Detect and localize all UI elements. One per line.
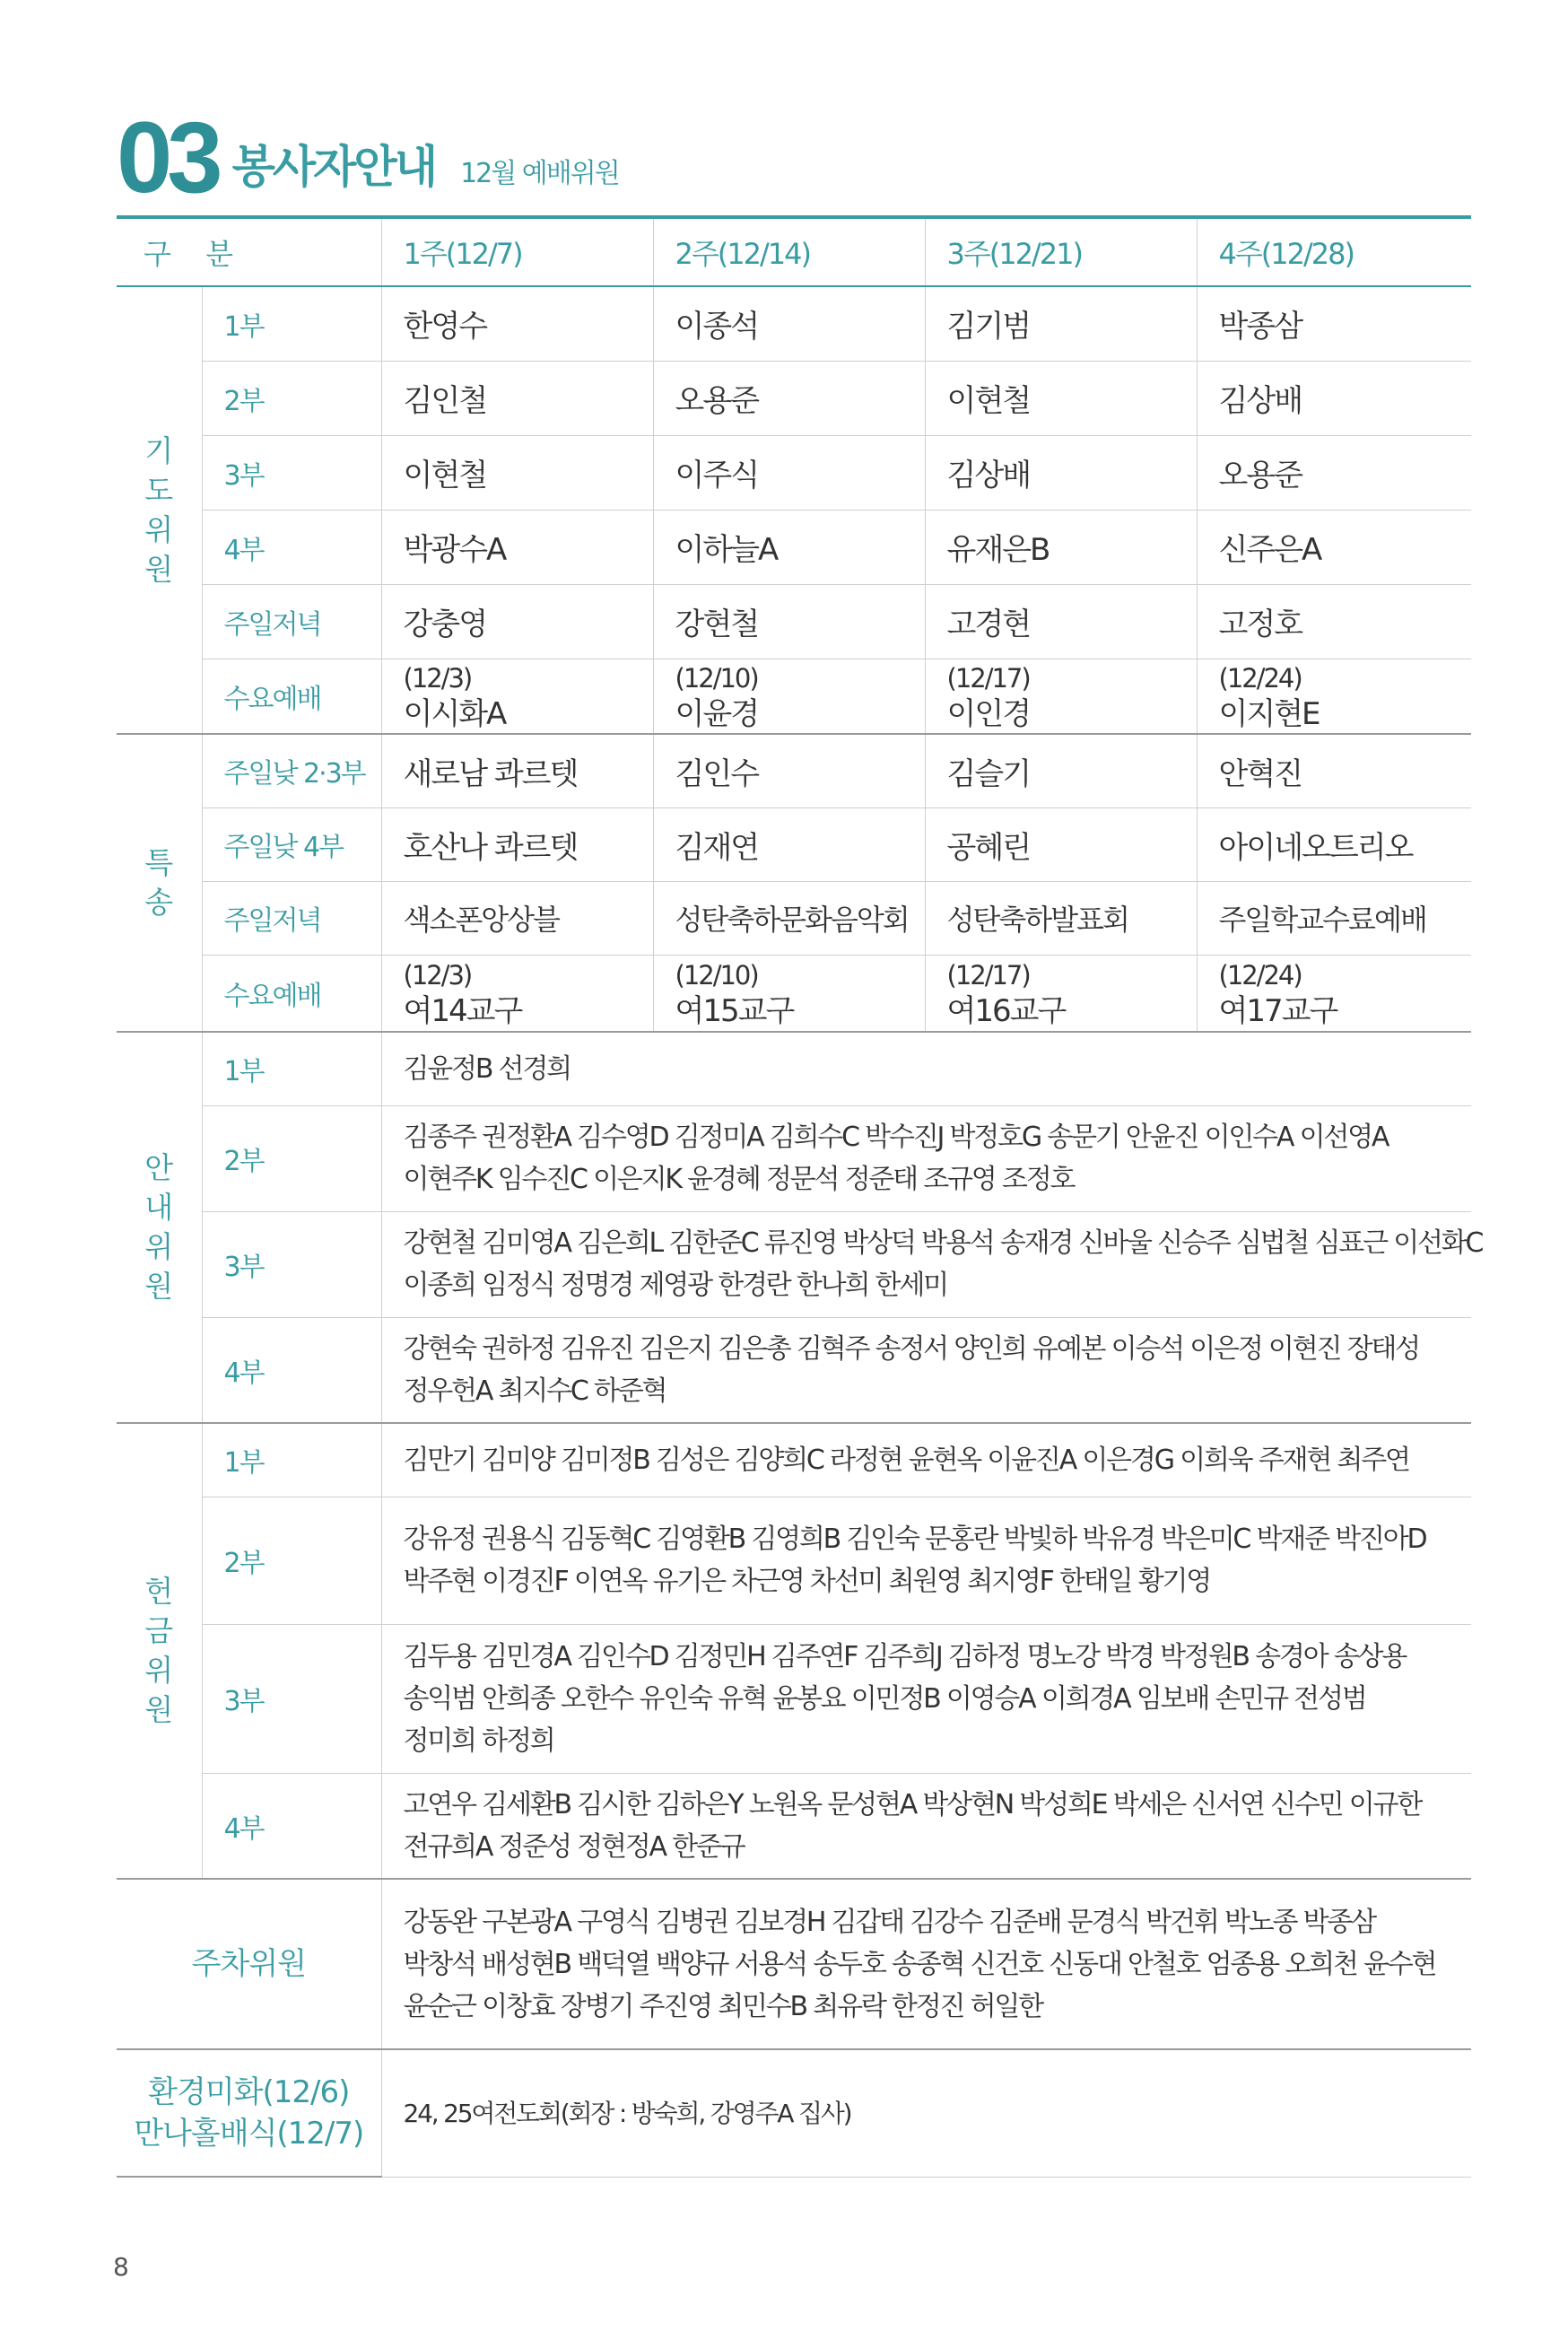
- header-week-3: 3주(12/21): [925, 217, 1197, 286]
- sub-label: 3부: [202, 435, 381, 510]
- table-cell: 김인수: [653, 734, 925, 808]
- table-cell: 김슬기: [925, 734, 1197, 808]
- table-row: [117, 361, 1471, 435]
- table-row: [117, 1879, 1471, 2049]
- table-row: [117, 1773, 1471, 1879]
- name-list: 강유정 권용식 김동혁C 김영환B 김영희B 김인숙 문홍란 박빛하 박유경 박은미C 박재준 박진아D 박주현 이경진F 이연옥 유기은 차근영 차선미 최원영 최지영F 한태일 황기영: [381, 1497, 1471, 1624]
- sub-label: 1부: [202, 1032, 381, 1105]
- category-usher: 안 내 위 원: [117, 1032, 202, 1423]
- table-cell: 새로남 콰르텟: [381, 734, 653, 808]
- table-cell: 박종삼: [1197, 286, 1471, 361]
- sub-label: 4부: [202, 1773, 381, 1879]
- page-number: 8: [113, 2252, 129, 2282]
- table-cell: 이주식: [653, 435, 925, 510]
- header-category: 구 분: [117, 217, 381, 286]
- table-row: [117, 1497, 1471, 1624]
- header-week-1: 1주(12/7): [381, 217, 653, 286]
- table-row: [117, 1211, 1471, 1317]
- table-cell: 김인철: [381, 361, 653, 435]
- table-row: [117, 955, 1471, 1032]
- header-week-2: 2주(12/14): [653, 217, 925, 286]
- table-cell: 아이네오트리오: [1197, 808, 1471, 881]
- environment-text: 24, 25여전도회(회장 : 방숙희, 강영주A 집사): [381, 2049, 1471, 2177]
- table-cell: 주일학교수료예배: [1197, 881, 1471, 955]
- table-cell: 고경현: [925, 584, 1197, 659]
- table-cell: 박광수A: [381, 510, 653, 584]
- sub-label: 4부: [202, 510, 381, 584]
- table-row: [117, 435, 1471, 510]
- sub-label: 수요예배: [202, 659, 381, 734]
- name-list: 김만기 김미양 김미정B 김성은 김양희C 라정현 윤현옥 이윤진A 이은경G 이희욱 주재현 최주연: [381, 1423, 1471, 1497]
- table-cell: 이현철: [381, 435, 653, 510]
- table-cell: 신주은A: [1197, 510, 1471, 584]
- table-cell: 색소폰앙상블: [381, 881, 653, 955]
- name-list: 강동완 구본광A 구영식 김병권 김보경H 김갑태 김강수 김준배 문경식 박건휘 박노종 박종삼 박창석 배성현B 백덕열 백양규 서용석 송두호 송종혁 신건호 신동대 안철호 엄종용 오희천 윤수현 윤순근 이창효 장병기 주진영 최민수B 최유락 한정진 허일한: [381, 1879, 1471, 2049]
- sub-label: 주일낮 2·3부: [202, 734, 381, 808]
- table-cell: (12/3) 여14교구: [381, 955, 653, 1032]
- sub-label: 3부: [202, 1211, 381, 1317]
- table-cell: 호산나 콰르텟: [381, 808, 653, 881]
- table-cell: 김재연: [653, 808, 925, 881]
- table-cell: (12/3) 이시화A: [381, 659, 653, 734]
- name-list: 강현철 김미영A 김은희L 김한준C 류진영 박상덕 박용석 송재경 신바울 신승주 심법철 심표근 이선화C 이종희 임정식 정명경 제영광 한경란 한나희 한세미: [381, 1211, 1471, 1317]
- sub-label: 주일저녁: [202, 881, 381, 955]
- table-row: [117, 734, 1471, 808]
- sub-label: 주일낮 4부: [202, 808, 381, 881]
- name-list: 김두용 김민경A 김인수D 김정민H 김주연F 김주희J 김하정 명노강 박경 박정원B 송경아 송상용 송익범 안희종 오한수 유인숙 유혁 윤봉요 이민정B 이영승A 이희경A 임보배 손민규 전성범 정미희 하정희: [381, 1624, 1471, 1773]
- table-cell: (12/24) 이지현E: [1197, 659, 1471, 734]
- table-cell: 오용준: [653, 361, 925, 435]
- table-cell: 고정호: [1197, 584, 1471, 659]
- sub-label: 2부: [202, 361, 381, 435]
- table-cell: 이종석: [653, 286, 925, 361]
- sub-label: 2부: [202, 1105, 381, 1211]
- table-row: [117, 659, 1471, 734]
- category-special-music: 특 송: [117, 734, 202, 1032]
- table-row: [117, 1624, 1471, 1773]
- table-cell: (12/24) 여17교구: [1197, 955, 1471, 1032]
- table-cell: (12/17) 이인경: [925, 659, 1197, 734]
- sub-label: 수요예배: [202, 955, 381, 1032]
- table-cell: 성탄축하발표회: [925, 881, 1197, 955]
- table-cell: 안혁진: [1197, 734, 1471, 808]
- table-cell: 김상배: [925, 435, 1197, 510]
- table-row: [117, 286, 1471, 361]
- table-row: [117, 510, 1471, 584]
- table-cell: 성탄축하문화음악회: [653, 881, 925, 955]
- category-parking: 주차위원: [117, 1879, 381, 2049]
- category-environment: 환경미화(12/6) 만나홀배식(12/7): [117, 2049, 381, 2177]
- table-cell: 오용준: [1197, 435, 1471, 510]
- table-row: [117, 808, 1471, 881]
- table-cell: (12/17) 여16교구: [925, 955, 1197, 1032]
- sub-label: 주일저녁: [202, 584, 381, 659]
- table-cell: (12/10) 여15교구: [653, 955, 925, 1032]
- header-week-4: 4주(12/28): [1197, 217, 1471, 286]
- table-cell: 이하늘A: [653, 510, 925, 584]
- table-row: [117, 1105, 1471, 1211]
- category-prayer: 기 도 위 원: [117, 286, 202, 734]
- table-cell: 김상배: [1197, 361, 1471, 435]
- table-cell: 한영수: [381, 286, 653, 361]
- volunteer-table: [117, 215, 1483, 2178]
- sub-label: 3부: [202, 1624, 381, 1773]
- table-cell: 이현철: [925, 361, 1197, 435]
- sub-label: 2부: [202, 1497, 381, 1624]
- table-row: [117, 584, 1471, 659]
- name-list: 강현숙 권하정 김유진 김은지 김은총 김혁주 송정서 양인희 유예본 이승석 이은정 이현진 장태성 정우헌A 최지수C 하준혁: [381, 1317, 1471, 1423]
- table-cell: (12/10) 이윤경: [653, 659, 925, 734]
- table-row: [117, 2049, 1471, 2177]
- table-cell: 공혜린: [925, 808, 1197, 881]
- section-number: 03: [117, 101, 218, 214]
- name-list: 고연우 김세환B 김시한 김하은Y 노원옥 문성현A 박상현N 박성희E 박세은 신서연 신수민 이규한 전규희A 정준성 정현정A 한준규: [381, 1773, 1471, 1879]
- table-cell: 강충영: [381, 584, 653, 659]
- section-subtitle: 12월 예배위원: [460, 158, 619, 189]
- section-header: [117, 101, 619, 214]
- category-offering: 헌 금 위 원: [117, 1423, 202, 1879]
- table-row: [117, 1317, 1471, 1423]
- table-cell: 강현철: [653, 584, 925, 659]
- table-row: [117, 881, 1471, 955]
- table-header-row: [117, 217, 1471, 286]
- name-list: 김종주 권정환A 김수영D 김정미A 김희수C 박수진J 박정호G 송문기 안윤진 이인수A 이선영A 이현주K 임수진C 이은지K 윤경혜 정문석 정준태 조규영 조정호: [381, 1105, 1471, 1211]
- sub-label: 4부: [202, 1317, 381, 1423]
- table-cell: 김기범: [925, 286, 1197, 361]
- sub-label: 1부: [202, 286, 381, 361]
- table-cell: 유재은B: [925, 510, 1197, 584]
- table-row: [117, 1423, 1471, 1497]
- name-list: 김윤정B 선경희: [381, 1032, 1471, 1105]
- section-title: 봉사자안내: [231, 141, 436, 193]
- table-row: [117, 1032, 1471, 1105]
- sub-label: 1부: [202, 1423, 381, 1497]
